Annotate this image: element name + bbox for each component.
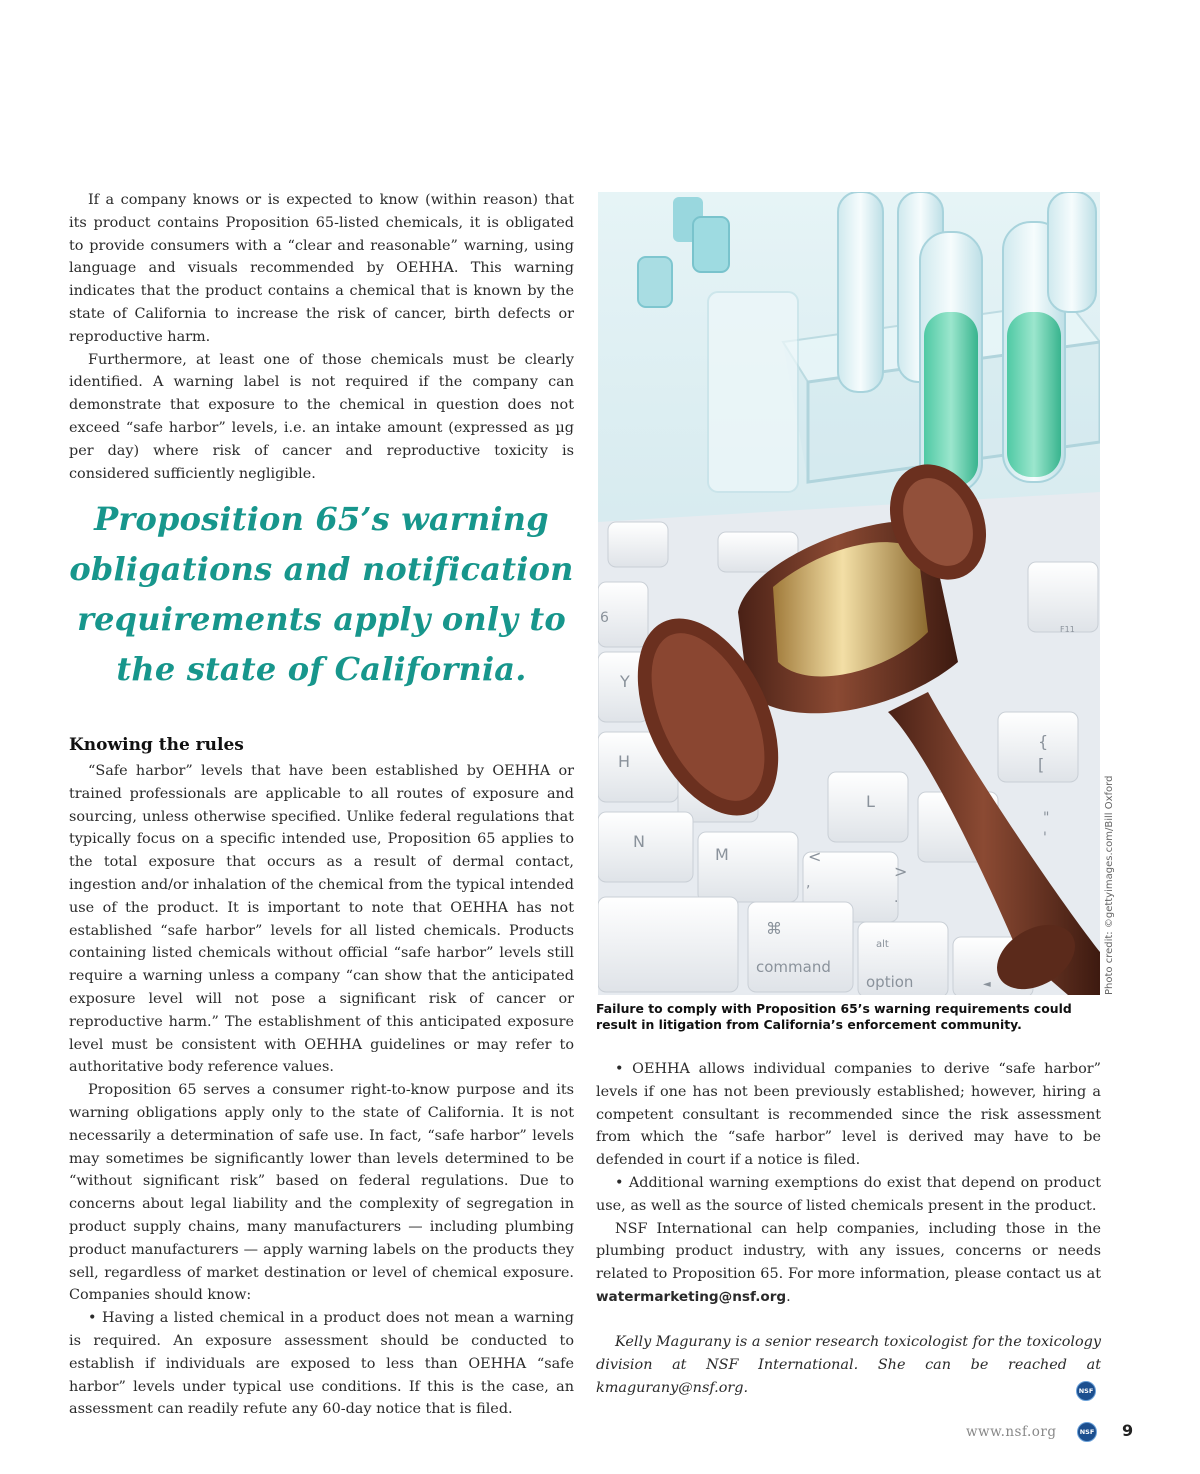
- closing-text: NSF International can help companies, including those in the plumbing product industry, with any issues, concerns or needs related to Proposition 65. For more information, please contact us at: [596, 1220, 1101, 1283]
- section-heading: Knowing the rules: [69, 735, 244, 755]
- rules-column: [69, 760, 574, 1421]
- key-bracket: [: [1038, 755, 1045, 774]
- page-number: 9: [1122, 1421, 1134, 1440]
- key-m: M: [715, 845, 729, 864]
- gavel-keyboard-photo: [598, 192, 1100, 995]
- key-l: L: [866, 792, 875, 811]
- key-f11: F11: [1060, 625, 1075, 634]
- author-bio: Kelly Magurany is a senior research toxicologist for the toxicology division at NSF International. She can be reached at kmagurany@nsf.org.: [596, 1334, 1101, 1396]
- key-y: Y: [620, 672, 630, 691]
- key-apos: ': [1043, 830, 1047, 846]
- footer-url[interactable]: www.nsf.org: [966, 1424, 1057, 1440]
- key-gt: >: [894, 862, 908, 881]
- closing-paragraph: [596, 1218, 1101, 1309]
- key-option: option: [866, 973, 914, 991]
- photo-credit: Photo credit: ©gettyimages.com/Bill Oxford: [1104, 775, 1115, 995]
- key-six: 6: [600, 610, 609, 626]
- intro-paragraph-1: If a company knows or is expected to know (within reason) that its product contains Proposition 65-listed chemicals, it is obligated to provide consumers with a “clear and reasonable” warning, using language and visuals recommended by OEHHA. This warning indicates that the product contains a chemical that is known by the state of California to increase the risk of cancer, birth defects or reproductive harm.: [69, 192, 574, 345]
- bullet-derive-levels: • OEHHA allows individual companies to derive “safe harbor” levels if one has not been previously established; however, hiring a competent consultant is recommended since the risk assessment from which the “safe harbor” level is derived may have to be defended in court if a notice is filed.: [596, 1061, 1101, 1169]
- intro-paragraph-2: Furthermore, at least one of those chemicals must be clearly identified. A warning label is not required if the company can demonstrate that exposure to the chemical in question does not exceed “safe harbor” levels, i.e. an intake amount (expressed as µg per day) where risk of cancer and reproductive toxicity is considered sufficiently negligible.: [69, 351, 574, 482]
- rules-paragraph-2: Proposition 65 serves a consumer right-to-know purpose and its warning obligations apply only to the state of California. It is not necessarily a determination of safe use. In fact, “safe harbor” levels may sometimes be significantly lower than levels determined to be “without significant risk” based on federal regulations. Due to concerns about legal liability and the complexity of segregation in product supply chains, many manufacturers — including plumbing product manufacturers — apply warning labels on the products they sell, regardless of market destination or level of chemical exposure. Companies should know:: [69, 1082, 574, 1304]
- nsf-footer-logo-icon: NSF: [1077, 1422, 1097, 1442]
- key-lt: <: [808, 847, 822, 866]
- pull-quote: Proposition 65’s warning obligations and notification requirements apply only to the state of California.: [69, 500, 574, 688]
- rules-paragraph-1: “Safe harbor” levels that have been established by OEHHA or trained professionals are applicable to all routes of exposure and sourcing, unless otherwise specified. Unlike federal regulations that typically focus on a specific intended use, Proposition 65 applies to the total exposure that occurs as a result of dermal contact, ingestion and/or inhalation of the chemical from the typical intended use of the product. It is important to note that OEHHA has not established “safe harbor” levels for all listed chemicals. Products containing listed chemicals without official “safe harbor” levels still require a warning unless a company “can show that the anticipated exposure level will not pose a significant risk of cancer or reproductive harm.” The establishment of this anticipated exposure level must be consistent with OEHHA guidelines or may refer to authoritative body reference values.: [69, 763, 574, 1076]
- key-h: H: [618, 752, 631, 771]
- key-left-arrow: ◄: [983, 979, 991, 990]
- bullet-exemptions: • Additional warning exemptions do exist that depend on product use, as well as the source of listed chemicals present in the product.: [596, 1174, 1101, 1214]
- photo-caption: Failure to comply with Proposition 65’s warning requirements could result in litigation from California’s enforcement community.: [596, 1001, 1072, 1032]
- key-comma: ,: [806, 875, 811, 891]
- key-period: .: [894, 890, 899, 906]
- contact-email-link[interactable]: watermarketing@nsf.org: [596, 1288, 787, 1305]
- right-column: [596, 1058, 1101, 1309]
- intro-column: [69, 189, 574, 485]
- key-brace: {: [1038, 732, 1049, 751]
- nsf-logo-icon: NSF: [1076, 1381, 1096, 1401]
- key-command: command: [756, 958, 831, 976]
- bullet-listed-chemical: • Having a listed chemical in a product does not mean a warning is required. An exposure assessment should be conducted to establish if individuals are exposed to less than OEHHA “safe harbor” levels under typical use conditions. If this is the case, an assessment can readily refute any 60-day notice that is filed.: [69, 1310, 574, 1418]
- key-n: N: [633, 832, 645, 851]
- key-quote: ": [1043, 810, 1050, 826]
- closing-end: .: [786, 1288, 791, 1305]
- key-alt: alt: [876, 939, 889, 950]
- key-cmd-symbol: ⌘: [766, 919, 782, 938]
